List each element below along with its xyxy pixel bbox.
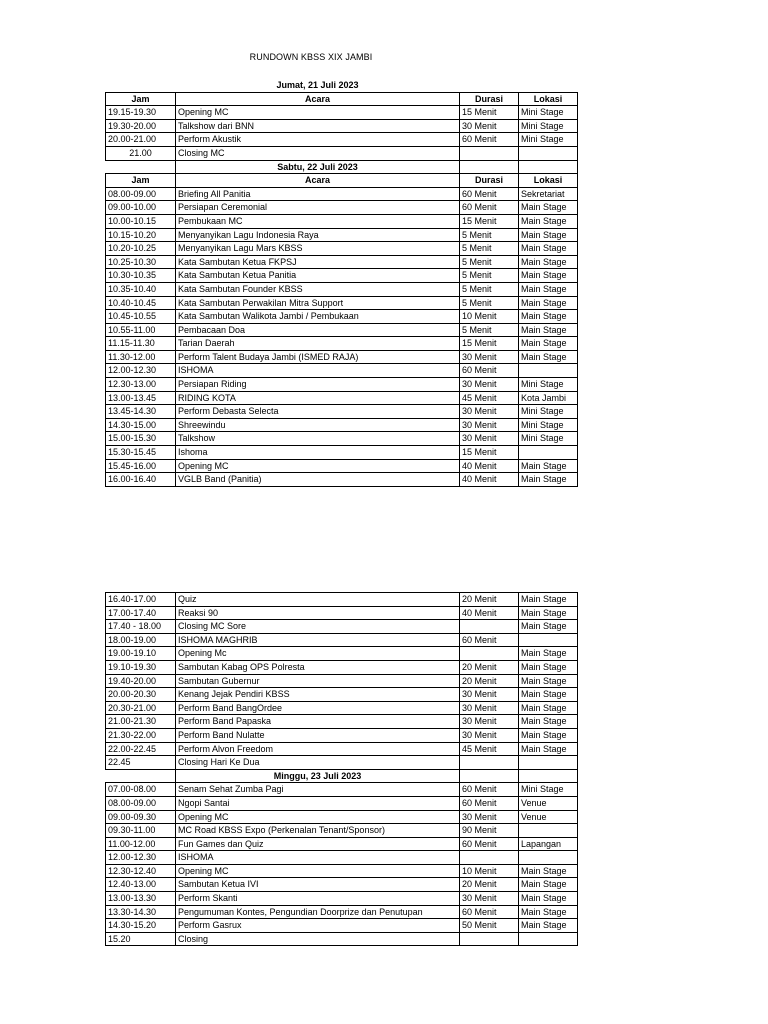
cell-durasi: 30 Menit xyxy=(460,378,519,392)
day-heading: Jumat, 21 Juli 2023 xyxy=(276,80,359,90)
cell-lokasi: Main Stage xyxy=(519,269,578,283)
cell-jam: 13.30-14.30 xyxy=(106,905,176,919)
cell-durasi: 30 Menit xyxy=(460,418,519,432)
cell-jam: 10.00-10.15 xyxy=(106,214,176,228)
cell-durasi: 20 Menit xyxy=(460,593,519,607)
table-row xyxy=(106,620,578,634)
rundown-table-part-2 xyxy=(105,592,578,946)
cell-lokasi: Mini Stage xyxy=(519,119,578,133)
cell-lokasi: Main Stage xyxy=(519,201,578,215)
cell-acara: Reaksi 90 xyxy=(176,606,460,620)
table-row xyxy=(106,892,578,906)
cell-jam: 16.40-17.00 xyxy=(106,593,176,607)
cell-jam: 20.00-20.30 xyxy=(106,688,176,702)
day-spacer xyxy=(460,79,519,92)
cell-durasi: 15 Menit xyxy=(460,106,519,120)
cell-acara: Tarian Daerah xyxy=(176,337,460,351)
cell-lokasi: Kota Jambi xyxy=(519,391,578,405)
cell-jam: 09.00-09.30 xyxy=(106,810,176,824)
cell-durasi: 40 Menit xyxy=(460,459,519,473)
cell-acara: Closing MC xyxy=(176,146,460,160)
column-header-row xyxy=(106,174,578,188)
cell-durasi: 50 Menit xyxy=(460,919,519,933)
cell-acara: Perform Skanti xyxy=(176,892,460,906)
cell-durasi: 45 Menit xyxy=(460,391,519,405)
cell-lokasi: Main Stage xyxy=(519,606,578,620)
cell-acara: Briefing All Panitia xyxy=(176,187,460,201)
cell-acara: Shreewindu xyxy=(176,418,460,432)
day-spacer xyxy=(519,160,578,174)
cell-jam: 19.00-19.10 xyxy=(106,647,176,661)
cell-durasi: 40 Menit xyxy=(460,606,519,620)
cell-lokasi: Main Stage xyxy=(519,701,578,715)
day-heading-row xyxy=(106,79,578,92)
cell-lokasi: Lapangan xyxy=(519,837,578,851)
cell-lokasi xyxy=(519,851,578,865)
cell-acara: Ngopi Santai xyxy=(176,796,460,810)
table-row xyxy=(106,473,578,487)
cell-acara: Kata Sambutan Perwakilan Mitra Support xyxy=(176,296,460,310)
cell-lokasi: Venue xyxy=(519,810,578,824)
cell-acara: Closing MC Sore xyxy=(176,620,460,634)
table-row xyxy=(106,242,578,256)
cell-acara: Pengumuman Kontes, Pengundian Doorprize dan Penutupan xyxy=(176,905,460,919)
table-row xyxy=(106,633,578,647)
header-lokasi: Lokasi xyxy=(519,174,578,188)
cell-lokasi xyxy=(519,146,578,160)
cell-acara: Talkshow dari BNN xyxy=(176,119,460,133)
cell-lokasi xyxy=(519,932,578,946)
cell-jam: 11.15-11.30 xyxy=(106,337,176,351)
cell-jam: 09.00-10.00 xyxy=(106,201,176,215)
cell-durasi: 20 Menit xyxy=(460,674,519,688)
cell-acara: ISHOMA MAGHRIB xyxy=(176,633,460,647)
cell-acara: Sambutan Gubernur xyxy=(176,674,460,688)
cell-acara: Opening Mc xyxy=(176,647,460,661)
cell-durasi: 60 Menit xyxy=(460,783,519,797)
table-row xyxy=(106,810,578,824)
cell-durasi: 60 Menit xyxy=(460,796,519,810)
cell-acara: Opening MC xyxy=(176,106,460,120)
cell-jam: 17.40 - 18.00 xyxy=(106,620,176,634)
cell-acara: Sambutan Kabag OPS Polresta xyxy=(176,660,460,674)
cell-jam: 13.00-13.30 xyxy=(106,892,176,906)
cell-durasi xyxy=(460,647,519,661)
table-row xyxy=(106,715,578,729)
cell-acara: Perform Gasrux xyxy=(176,919,460,933)
cell-lokasi xyxy=(519,824,578,838)
day-spacer xyxy=(460,769,519,783)
table-row xyxy=(106,337,578,351)
cell-acara: Perform Talent Budaya Jambi (ISMED RAJA) xyxy=(176,350,460,364)
cell-acara: Ishoma xyxy=(176,446,460,460)
day-spacer xyxy=(519,79,578,92)
cell-lokasi: Main Stage xyxy=(519,728,578,742)
table-row xyxy=(106,201,578,215)
table-row xyxy=(106,837,578,851)
cell-acara: Persiapan Riding xyxy=(176,378,460,392)
cell-jam: 19.10-19.30 xyxy=(106,660,176,674)
cell-jam: 15.20 xyxy=(106,932,176,946)
cell-acara: Pembukaan MC xyxy=(176,214,460,228)
table-row xyxy=(106,323,578,337)
cell-acara: Perform Band Nulatte xyxy=(176,728,460,742)
cell-durasi: 20 Menit xyxy=(460,660,519,674)
header-durasi: Durasi xyxy=(460,174,519,188)
cell-durasi: 60 Menit xyxy=(460,633,519,647)
cell-jam: 18.00-19.00 xyxy=(106,633,176,647)
cell-lokasi: Main Stage xyxy=(519,878,578,892)
cell-acara: Quiz xyxy=(176,593,460,607)
table-row xyxy=(106,350,578,364)
cell-acara: Persiapan Ceremonial xyxy=(176,201,460,215)
header-jam: Jam xyxy=(106,174,176,188)
cell-acara: Kata Sambutan Founder KBSS xyxy=(176,282,460,296)
cell-jam: 21.00-21.30 xyxy=(106,715,176,729)
cell-jam: 10.25-10.30 xyxy=(106,255,176,269)
cell-jam: 12.30-13.00 xyxy=(106,378,176,392)
cell-acara: MC Road KBSS Expo (Perkenalan Tenant/Sponsor) xyxy=(176,824,460,838)
table-row xyxy=(106,796,578,810)
cell-lokasi: Mini Stage xyxy=(519,378,578,392)
cell-jam: 12.30-12.40 xyxy=(106,864,176,878)
cell-durasi: 30 Menit xyxy=(460,405,519,419)
cell-jam: 10.35-10.40 xyxy=(106,282,176,296)
table-row xyxy=(106,214,578,228)
table-row xyxy=(106,269,578,283)
cell-lokasi xyxy=(519,446,578,460)
cell-jam: 13.45-14.30 xyxy=(106,405,176,419)
table-row xyxy=(106,432,578,446)
cell-acara: Menyanyikan Lagu Mars KBSS xyxy=(176,242,460,256)
cell-acara: Kata Sambutan Ketua Panitia xyxy=(176,269,460,283)
cell-lokasi: Main Stage xyxy=(519,620,578,634)
cell-acara: Perform Alvon Freedom xyxy=(176,742,460,756)
table-row xyxy=(106,783,578,797)
day-heading-row xyxy=(106,160,578,174)
cell-durasi: 90 Menit xyxy=(460,824,519,838)
cell-lokasi: Venue xyxy=(519,796,578,810)
cell-durasi xyxy=(460,851,519,865)
cell-lokasi: Mini Stage xyxy=(519,133,578,147)
cell-acara: Kata Sambutan Walikota Jambi / Pembukaan xyxy=(176,310,460,324)
table-row xyxy=(106,606,578,620)
table-row xyxy=(106,742,578,756)
cell-jam: 10.40-10.45 xyxy=(106,296,176,310)
table-row xyxy=(106,728,578,742)
cell-lokasi xyxy=(519,364,578,378)
cell-lokasi: Main Stage xyxy=(519,323,578,337)
day-heading: Sabtu, 22 Juli 2023 xyxy=(176,160,460,174)
day-spacer xyxy=(519,769,578,783)
cell-acara: Opening MC xyxy=(176,864,460,878)
cell-durasi: 30 Menit xyxy=(460,432,519,446)
cell-lokasi: Main Stage xyxy=(519,214,578,228)
table-row xyxy=(106,701,578,715)
cell-jam: 22.00-22.45 xyxy=(106,742,176,756)
cell-jam: 14.30-15.20 xyxy=(106,919,176,933)
table-row xyxy=(106,146,578,160)
cell-acara: Kata Sambutan Ketua FKPSJ xyxy=(176,255,460,269)
cell-durasi: 15 Menit xyxy=(460,446,519,460)
cell-durasi: 20 Menit xyxy=(460,878,519,892)
cell-acara: Opening MC xyxy=(176,810,460,824)
day-spacer-left xyxy=(106,160,176,174)
table-row xyxy=(106,282,578,296)
cell-durasi: 10 Menit xyxy=(460,864,519,878)
table-row xyxy=(106,418,578,432)
cell-durasi: 5 Menit xyxy=(460,282,519,296)
header-acara: Acara xyxy=(176,174,460,188)
table-row xyxy=(106,660,578,674)
header-jam: Jam xyxy=(106,92,176,106)
cell-lokasi xyxy=(519,633,578,647)
cell-durasi: 5 Menit xyxy=(460,323,519,337)
cell-durasi: 5 Menit xyxy=(460,242,519,256)
cell-jam: 08.00-09.00 xyxy=(106,187,176,201)
cell-jam: 21.00 xyxy=(106,146,176,160)
cell-jam: 17.00-17.40 xyxy=(106,606,176,620)
cell-acara: Perform Band BangOrdee xyxy=(176,701,460,715)
cell-durasi xyxy=(460,756,519,770)
cell-lokasi: Main Stage xyxy=(519,296,578,310)
header-lokasi: Lokasi xyxy=(519,92,578,106)
cell-durasi: 30 Menit xyxy=(460,688,519,702)
cell-acara: Menyanyikan Lagu Indonesia Raya xyxy=(176,228,460,242)
table-row xyxy=(106,446,578,460)
cell-acara: Perform Debasta Selecta xyxy=(176,405,460,419)
cell-lokasi: Main Stage xyxy=(519,310,578,324)
cell-lokasi: Main Stage xyxy=(519,660,578,674)
cell-jam: 19.30-20.00 xyxy=(106,119,176,133)
cell-jam: 07.00-08.00 xyxy=(106,783,176,797)
table-row xyxy=(106,647,578,661)
cell-durasi: 10 Menit xyxy=(460,310,519,324)
cell-lokasi: Main Stage xyxy=(519,674,578,688)
cell-acara: Kenang Jejak Pendiri KBSS xyxy=(176,688,460,702)
cell-lokasi: Main Stage xyxy=(519,715,578,729)
cell-durasi xyxy=(460,146,519,160)
cell-jam: 14.30-15.00 xyxy=(106,418,176,432)
table-row xyxy=(106,688,578,702)
rundown-table-part-1 xyxy=(105,79,578,487)
cell-jam: 22.45 xyxy=(106,756,176,770)
cell-acara: Senam Sehat Zumba Pagi xyxy=(176,783,460,797)
cell-durasi: 30 Menit xyxy=(460,715,519,729)
cell-acara: Opening MC xyxy=(176,459,460,473)
table-row xyxy=(106,228,578,242)
cell-lokasi: Mini Stage xyxy=(519,783,578,797)
cell-lokasi: Main Stage xyxy=(519,919,578,933)
table-row xyxy=(106,378,578,392)
cell-jam: 15.30-15.45 xyxy=(106,446,176,460)
cell-lokasi: Mini Stage xyxy=(519,405,578,419)
cell-lokasi: Main Stage xyxy=(519,459,578,473)
cell-lokasi: Main Stage xyxy=(519,892,578,906)
cell-jam: 08.00-09.00 xyxy=(106,796,176,810)
table-row xyxy=(106,364,578,378)
day-heading-row xyxy=(106,769,578,783)
cell-jam: 11.30-12.00 xyxy=(106,350,176,364)
cell-lokasi: Main Stage xyxy=(519,742,578,756)
cell-lokasi: Main Stage xyxy=(519,905,578,919)
cell-durasi: 30 Menit xyxy=(460,810,519,824)
cell-jam: 10.20-10.25 xyxy=(106,242,176,256)
table-row xyxy=(106,905,578,919)
cell-jam: 09.30-11.00 xyxy=(106,824,176,838)
cell-lokasi: Main Stage xyxy=(519,228,578,242)
table-row xyxy=(106,878,578,892)
cell-durasi: 15 Menit xyxy=(460,337,519,351)
cell-lokasi: Main Stage xyxy=(519,242,578,256)
cell-durasi: 5 Menit xyxy=(460,296,519,310)
document-title: RUNDOWN KBSS XIX JAMBI xyxy=(249,52,373,62)
cell-lokasi: Main Stage xyxy=(519,255,578,269)
header-durasi: Durasi xyxy=(460,92,519,106)
cell-lokasi: Mini Stage xyxy=(519,106,578,120)
cell-durasi: 45 Menit xyxy=(460,742,519,756)
cell-durasi: 60 Menit xyxy=(460,187,519,201)
cell-jam: 10.30-10.35 xyxy=(106,269,176,283)
cell-jam: 10.55-11.00 xyxy=(106,323,176,337)
cell-lokasi: Main Stage xyxy=(519,337,578,351)
cell-lokasi: Main Stage xyxy=(519,473,578,487)
cell-durasi: 60 Menit xyxy=(460,133,519,147)
cell-jam: 19.40-20.00 xyxy=(106,674,176,688)
cell-lokasi: Main Stage xyxy=(519,282,578,296)
cell-acara: Fun Games dan Quiz xyxy=(176,837,460,851)
table-row xyxy=(106,459,578,473)
cell-durasi xyxy=(460,932,519,946)
cell-jam: 10.45-10.55 xyxy=(106,310,176,324)
cell-acara: Perform Akustik xyxy=(176,133,460,147)
cell-jam: 13.00-13.45 xyxy=(106,391,176,405)
table-row xyxy=(106,919,578,933)
table-row xyxy=(106,756,578,770)
cell-lokasi: Sekretariat xyxy=(519,187,578,201)
cell-durasi: 60 Menit xyxy=(460,837,519,851)
cell-jam: 19.15-19.30 xyxy=(106,106,176,120)
cell-acara: Pembacaan Doa xyxy=(176,323,460,337)
header-acara: Acara xyxy=(176,92,460,106)
cell-acara: Closing xyxy=(176,932,460,946)
day-heading: Minggu, 23 Juli 2023 xyxy=(176,769,460,783)
cell-durasi xyxy=(460,620,519,634)
cell-jam: 12.40-13.00 xyxy=(106,878,176,892)
cell-lokasi: Mini Stage xyxy=(519,432,578,446)
cell-acara: Talkshow xyxy=(176,432,460,446)
cell-lokasi: Main Stage xyxy=(519,864,578,878)
cell-lokasi xyxy=(519,756,578,770)
cell-durasi: 15 Menit xyxy=(460,214,519,228)
cell-lokasi: Main Stage xyxy=(519,593,578,607)
table-row xyxy=(106,310,578,324)
cell-acara: Closing Hari Ke Dua xyxy=(176,756,460,770)
cell-jam: 11.00-12.00 xyxy=(106,837,176,851)
day-spacer xyxy=(460,160,519,174)
table-row xyxy=(106,187,578,201)
cell-jam: 15.45-16.00 xyxy=(106,459,176,473)
cell-jam: 10.15-10.20 xyxy=(106,228,176,242)
table-row xyxy=(106,593,578,607)
cell-lokasi: Main Stage xyxy=(519,688,578,702)
cell-jam: 12.00-12.30 xyxy=(106,851,176,865)
day-spacer-left xyxy=(106,79,176,92)
cell-jam: 16.00-16.40 xyxy=(106,473,176,487)
cell-acara: Perform Band Papaska xyxy=(176,715,460,729)
cell-durasi: 30 Menit xyxy=(460,350,519,364)
cell-durasi: 60 Menit xyxy=(460,201,519,215)
table-row xyxy=(106,391,578,405)
cell-lokasi: Main Stage xyxy=(519,350,578,364)
cell-lokasi: Main Stage xyxy=(519,647,578,661)
table-row xyxy=(106,119,578,133)
cell-durasi: 5 Menit xyxy=(460,228,519,242)
table-row xyxy=(106,674,578,688)
table-row xyxy=(106,255,578,269)
column-header-row xyxy=(106,92,578,106)
cell-jam: 20.00-21.00 xyxy=(106,133,176,147)
day-spacer-left xyxy=(106,769,176,783)
cell-durasi: 5 Menit xyxy=(460,255,519,269)
table-row xyxy=(106,864,578,878)
cell-durasi: 30 Menit xyxy=(460,701,519,715)
cell-durasi: 40 Menit xyxy=(460,473,519,487)
cell-lokasi: Mini Stage xyxy=(519,418,578,432)
cell-jam: 20.30-21.00 xyxy=(106,701,176,715)
table-row xyxy=(106,405,578,419)
cell-jam: 15.00-15.30 xyxy=(106,432,176,446)
cell-durasi: 30 Menit xyxy=(460,728,519,742)
cell-acara: VGLB Band (Panitia) xyxy=(176,473,460,487)
table-row xyxy=(106,106,578,120)
cell-acara: ISHOMA xyxy=(176,364,460,378)
cell-durasi: 30 Menit xyxy=(460,892,519,906)
cell-acara: ISHOMA xyxy=(176,851,460,865)
cell-durasi: 30 Menit xyxy=(460,119,519,133)
cell-durasi: 60 Menit xyxy=(460,364,519,378)
cell-acara: Sambutan Ketua IVI xyxy=(176,878,460,892)
table-row xyxy=(106,133,578,147)
cell-acara: RIDING KOTA xyxy=(176,391,460,405)
cell-jam: 12.00-12.30 xyxy=(106,364,176,378)
table-row xyxy=(106,296,578,310)
cell-durasi: 5 Menit xyxy=(460,269,519,283)
cell-durasi: 60 Menit xyxy=(460,905,519,919)
cell-jam: 21.30-22.00 xyxy=(106,728,176,742)
table-row xyxy=(106,932,578,946)
table-row xyxy=(106,824,578,838)
table-row xyxy=(106,851,578,865)
